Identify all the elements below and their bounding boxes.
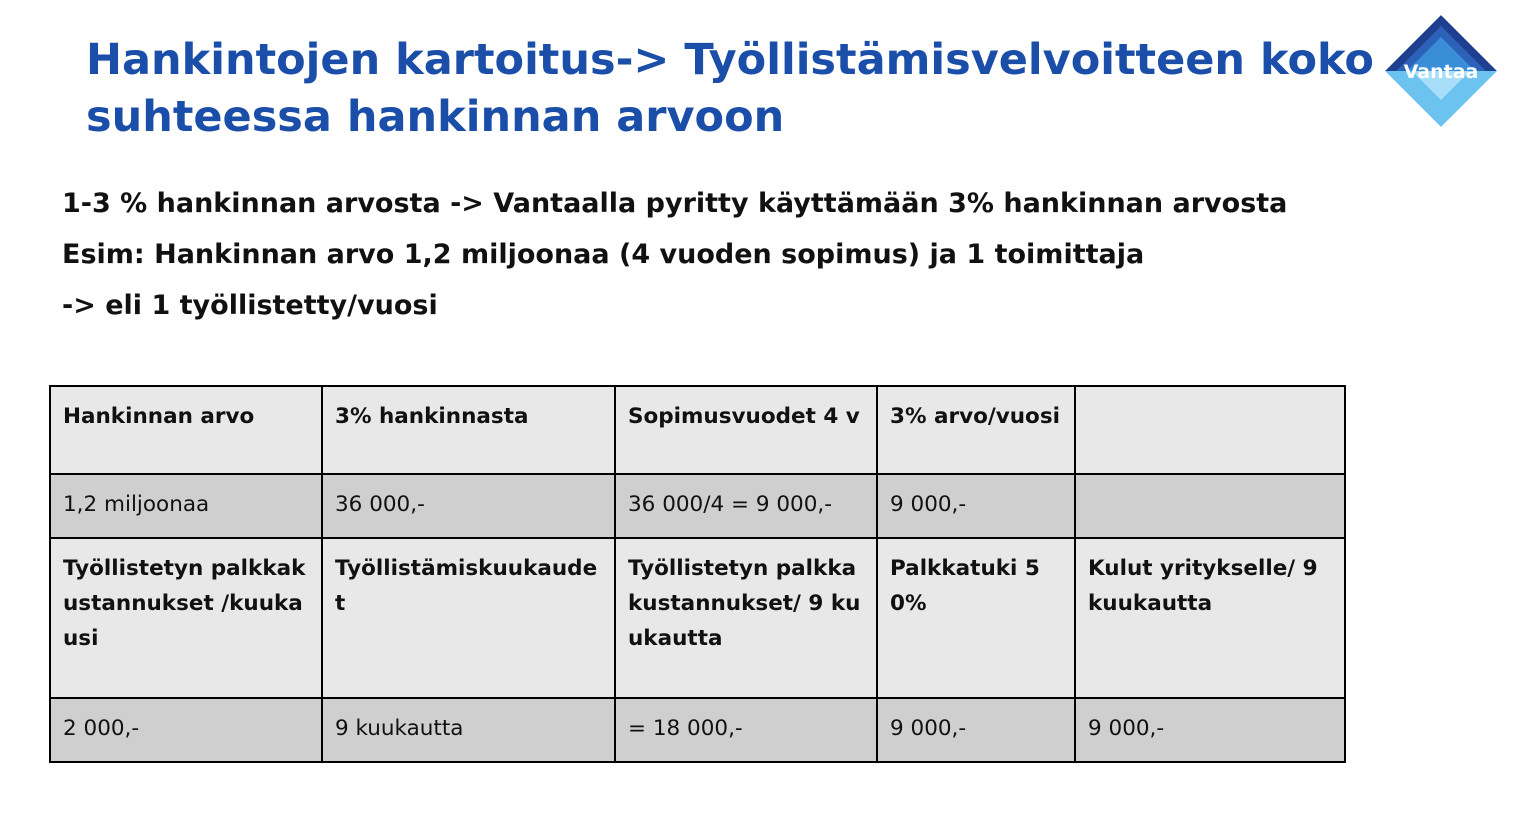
- table-cell: 9 000,-: [1075, 698, 1345, 762]
- table-cell: = 18 000,-: [615, 698, 877, 762]
- table-cell: Kulut yritykselle/ 9 kuukautta: [1075, 538, 1345, 698]
- table-cell: Työllistetyn palkkakustannukset /kuukausi: [50, 538, 322, 698]
- cost-table: [49, 385, 1346, 763]
- vantaa-logo: [1382, 12, 1500, 130]
- table-cell: 36 000,-: [322, 474, 615, 538]
- table-cell: Hankinnan arvo: [50, 386, 322, 474]
- bullet-item: Esim: Hankinnan arvo 1,2 miljoonaa (4 vuoden sopimus) ja 1 toimittaja: [62, 239, 1145, 270]
- table-row: [50, 698, 1345, 762]
- table-cell: 36 000/4 = 9 000,-: [615, 474, 877, 538]
- table-cell: [1075, 386, 1345, 474]
- table-row: [50, 474, 1345, 538]
- table-header-row: [50, 538, 1345, 698]
- bullet-item: -> eli 1 työllistetty/vuosi: [62, 290, 438, 321]
- table-cell: Työllistämiskuukaudet: [322, 538, 615, 698]
- table-cell: Palkkatuki 50%: [877, 538, 1075, 698]
- bullet-item: 1-3 % hankinnan arvosta -> Vantaalla pyritty käyttämään 3% hankinnan arvosta: [62, 188, 1288, 219]
- table-cell: 9 000,-: [877, 698, 1075, 762]
- table-cell: Sopimusvuodet 4 v: [615, 386, 877, 474]
- table-cell: 2 000,-: [50, 698, 322, 762]
- page-title: [86, 32, 1374, 146]
- table-cell: [1075, 474, 1345, 538]
- logo-text: Vantaa: [1403, 61, 1479, 83]
- table-cell: 9 kuukautta: [322, 698, 615, 762]
- table-header-row: [50, 386, 1345, 474]
- table-cell: 9 000,-: [877, 474, 1075, 538]
- title-line-1: Hankintojen kartoitus-> Työllistämisvelvoitteen koko: [86, 35, 1374, 85]
- table-cell: Työllistetyn palkkakustannukset/ 9 kuukautta: [615, 538, 877, 698]
- title-line-2: suhteessa hankinnan arvoon: [86, 92, 785, 142]
- table-cell: 3% arvo/vuosi: [877, 386, 1075, 474]
- bullet-list: [62, 184, 1287, 337]
- table-cell: 1,2 miljoonaa: [50, 474, 322, 538]
- table-cell: 3% hankinnasta: [322, 386, 615, 474]
